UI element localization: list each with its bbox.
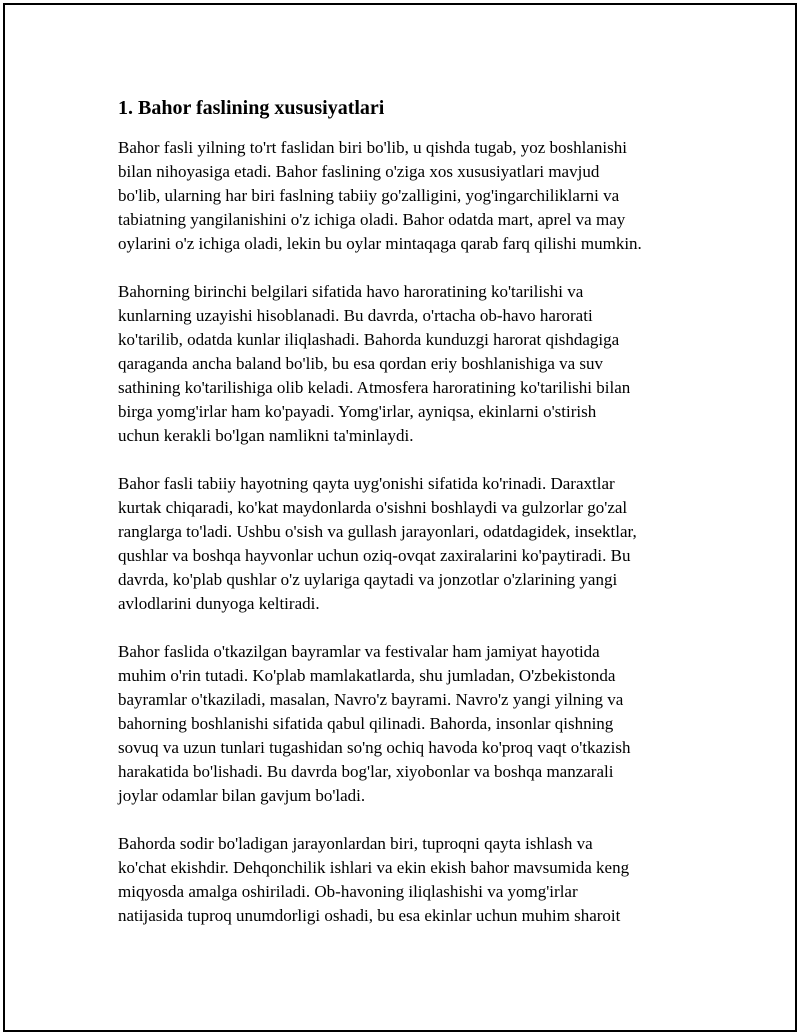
text-line: Bahor faslida o'tkazilgan bayramlar va festivalar ham jamiyat hayotida: [118, 642, 600, 661]
text-line: natijasida tuproq unumdorligi oshadi, bu esa ekinlar uchun muhim sharoit: [118, 906, 621, 925]
text-line: miqyosda amalga oshiriladi. Ob-havoning iliqlashishi va yomg'irlar: [118, 882, 578, 901]
text-line: sovuq va uzun tunlari tugashidan so'ng ochiq havoda ko'proq vaqt o'tkazish: [118, 738, 631, 757]
text-line: davrda, ko'plab qushlar o'z uylariga qaytadi va jonzotlar o'zlarining yangi: [118, 570, 618, 589]
text-line: Bahorning birinchi belgilari sifatida havo haroratining ko'tarilishi va: [118, 282, 584, 301]
text-line: Bahorda sodir bo'ladigan jarayonlardan biri, tuproqni qayta ishlash va: [118, 834, 593, 853]
text-line: bayramlar o'tkaziladi, masalan, Navro'z bayrami. Navro'z yangi yilning va: [118, 690, 624, 709]
text-line: qaraganda ancha baland bo'lib, bu esa qordan eriy boshlanishiga va suv: [118, 354, 604, 373]
text-line: harakatida bo'lishadi. Bu davrda bog'lar, xiyobonlar va boshqa manzarali: [118, 762, 614, 781]
document-body: [118, 96, 698, 952]
text-line: Bahor fasli yilning to'rt faslidan biri bo'lib, u qishda tugab, yoz boshlanishi: [118, 138, 627, 157]
text-line: joylar odamlar bilan gavjum bo'ladi.: [118, 786, 366, 805]
text-line: Bahor fasli tabiiy hayotning qayta uyg'onishi sifatida ko'rinadi. Daraxtlar: [118, 474, 615, 493]
paragraph-5: [118, 832, 698, 928]
text-line: oylarini o'z ichiga oladi, lekin bu oylar mintaqaga qarab farq qilishi mumkin.: [118, 234, 642, 253]
paragraph-4: [118, 640, 698, 808]
text-line: kunlarning uzayishi hisoblanadi. Bu davrda, o'rtacha ob-havo harorati: [118, 306, 593, 325]
text-line: muhim o'rin tutadi. Ko'plab mamlakatlarda, shu jumladan, O'zbekistonda: [118, 666, 616, 685]
text-line: uchun kerakli bo'lgan namlikni ta'minlaydi.: [118, 426, 414, 445]
text-line: birga yomg'irlar ham ko'payadi. Yomg'irlar, ayniqsa, ekinlarni o'stirish: [118, 402, 597, 421]
text-line: bilan nihoyasiga etadi. Bahor faslining o'ziga xos xususiyatlari mavjud: [118, 162, 600, 181]
text-line: avlodlarini dunyoga keltiradi.: [118, 594, 320, 613]
text-line: qushlar va boshqa hayvonlar uchun oziq-ovqat zaxiralarini ko'paytiradi. Bu: [118, 546, 631, 565]
text-line: bo'lib, ularning har biri faslning tabiiy go'zalligini, yog'ingarchiliklarni va: [118, 186, 620, 205]
paragraph-2: [118, 280, 698, 448]
text-line: ko'tarilib, odatda kunlar iliqlashadi. Bahorda kunduzgi harorat qishdagiga: [118, 330, 620, 349]
text-line: ko'chat ekishdir. Dehqonchilik ishlari va ekin ekish bahor mavsumida keng: [118, 858, 630, 877]
text-line: sathining ko'tarilishiga olib keladi. Atmosfera haroratining ko'tarilishi bilan: [118, 378, 631, 397]
paragraph-3: [118, 472, 698, 616]
text-line: tabiatning yangilanishini o'z ichiga oladi. Bahor odatda mart, aprel va may: [118, 210, 626, 229]
section-heading: 1. Bahor faslining xususiyatlari: [118, 97, 385, 119]
paragraph-1: [118, 136, 698, 256]
text-line: bahorning boshlanishi sifatida qabul qilinadi. Bahorda, insonlar qishning: [118, 714, 614, 733]
text-line: ranglarga to'ladi. Ushbu o'sish va gullash jarayonlari, odatdagidek, insektlar,: [118, 522, 637, 541]
text-line: kurtak chiqaradi, ko'kat maydonlarda o'sishni boshlaydi va gulzorlar go'zal: [118, 498, 628, 517]
